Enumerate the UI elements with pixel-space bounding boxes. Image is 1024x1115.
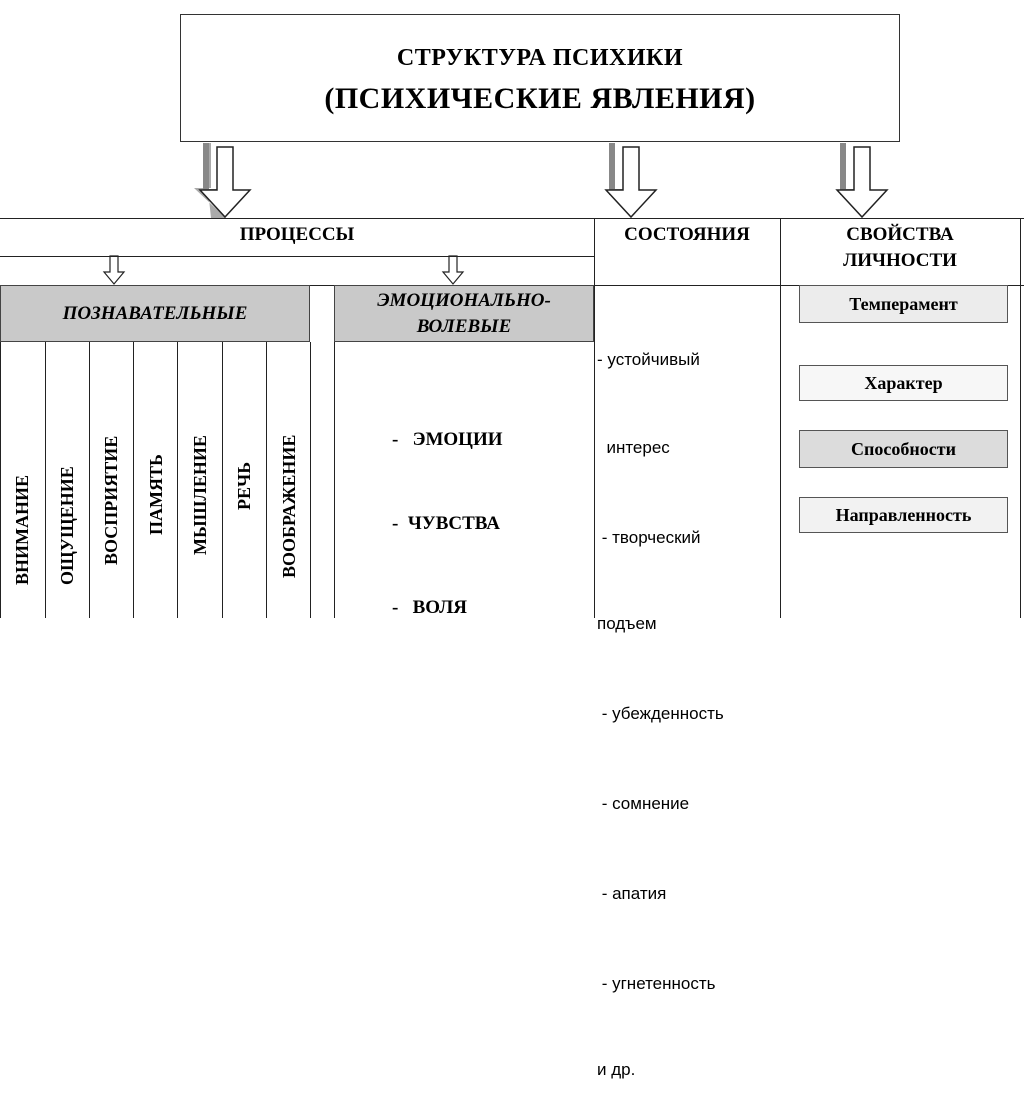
arrow-to-cognitive xyxy=(104,256,124,284)
cog-col-line-1 xyxy=(45,342,46,618)
cognitive-item-imagination: ВООБРАЖЕНИЕ xyxy=(279,434,299,578)
emotional-item-feelings: - ЧУВСТВА xyxy=(392,513,500,534)
cognitive-item-memory: ПАМЯТЬ xyxy=(146,454,166,535)
emotional-item-emotions: - ЭМОЦИИ xyxy=(392,429,503,450)
title-line-1: СТРУКТУРА ПСИХИКИ xyxy=(396,44,684,71)
cog-col-line-3 xyxy=(133,342,134,618)
emotional-header-line-2: ВОЛЕВЫЕ xyxy=(416,315,512,337)
property-temperament: Темперамент xyxy=(799,285,1008,323)
cognitive-item-thinking: МЫШЛЕНИЕ xyxy=(190,435,210,555)
properties-header xyxy=(780,222,1020,274)
arrow-to-processes xyxy=(194,143,250,218)
states-header: СОСТОЯНИЯ xyxy=(624,224,750,245)
arrow-to-emotional xyxy=(443,256,463,284)
processes-header: ПРОЦЕССЫ xyxy=(239,224,355,245)
state-line-0: - устойчивый xyxy=(597,350,700,369)
table-top-border xyxy=(0,218,1024,219)
cog-col-line-2 xyxy=(89,342,90,618)
emotional-list xyxy=(392,370,592,650)
arrow-to-properties xyxy=(837,143,887,217)
properties-header-line-1: СВОЙСТВА xyxy=(846,224,954,245)
emotional-header-line-1: ЭМОЦИОНАЛЬНО- xyxy=(377,289,551,311)
cog-col-line-0 xyxy=(0,342,1,618)
state-line-2: - творческий xyxy=(597,528,701,547)
table-right-border xyxy=(1020,218,1021,618)
title-line-2: (ПСИХИЧЕСКИЕ ЯВЛЕНИЯ) xyxy=(324,81,756,115)
states-list xyxy=(597,285,779,1115)
properties-header-line-2: ЛИЧНОСТИ xyxy=(843,250,957,271)
processes-header-bottom xyxy=(0,256,594,257)
cognitive-item-speech: РЕЧЬ xyxy=(234,461,254,510)
cog-col-line-6 xyxy=(266,342,267,618)
state-line-7: - угнетенность xyxy=(597,974,716,993)
cognitive-header: ПОЗНАВАТЕЛЬНЫЕ xyxy=(0,285,310,342)
state-line-1: интерес xyxy=(597,438,670,457)
cognitive-item-attention: ВНИМАНИЕ xyxy=(12,474,32,585)
state-line-5: - сомнение xyxy=(597,794,690,813)
emotional-item-will: - ВОЛЯ xyxy=(392,597,467,618)
cognitive-item-perception: ВОСПРИЯТИЕ xyxy=(101,435,121,565)
arrow-to-states xyxy=(606,143,656,217)
state-line-4: - убежденность xyxy=(597,704,724,723)
state-line-3: подъем xyxy=(597,614,657,633)
property-character: Характер xyxy=(799,365,1008,401)
divider-states-properties xyxy=(780,218,781,618)
divider-processes-states xyxy=(594,218,595,618)
emotional-header xyxy=(334,285,594,342)
property-abilities: Способности xyxy=(799,430,1008,468)
cog-col-line-4 xyxy=(177,342,178,618)
cognitive-item-sensation: ОЩУЩЕНИЕ xyxy=(57,466,77,585)
emo-col-left-line xyxy=(334,342,335,618)
cog-col-line-7 xyxy=(310,342,311,618)
state-line-8: и др. xyxy=(597,1060,636,1079)
state-line-6: - апатия xyxy=(597,884,667,903)
cog-col-line-5 xyxy=(222,342,223,618)
property-orientation: Направленность xyxy=(799,497,1008,533)
